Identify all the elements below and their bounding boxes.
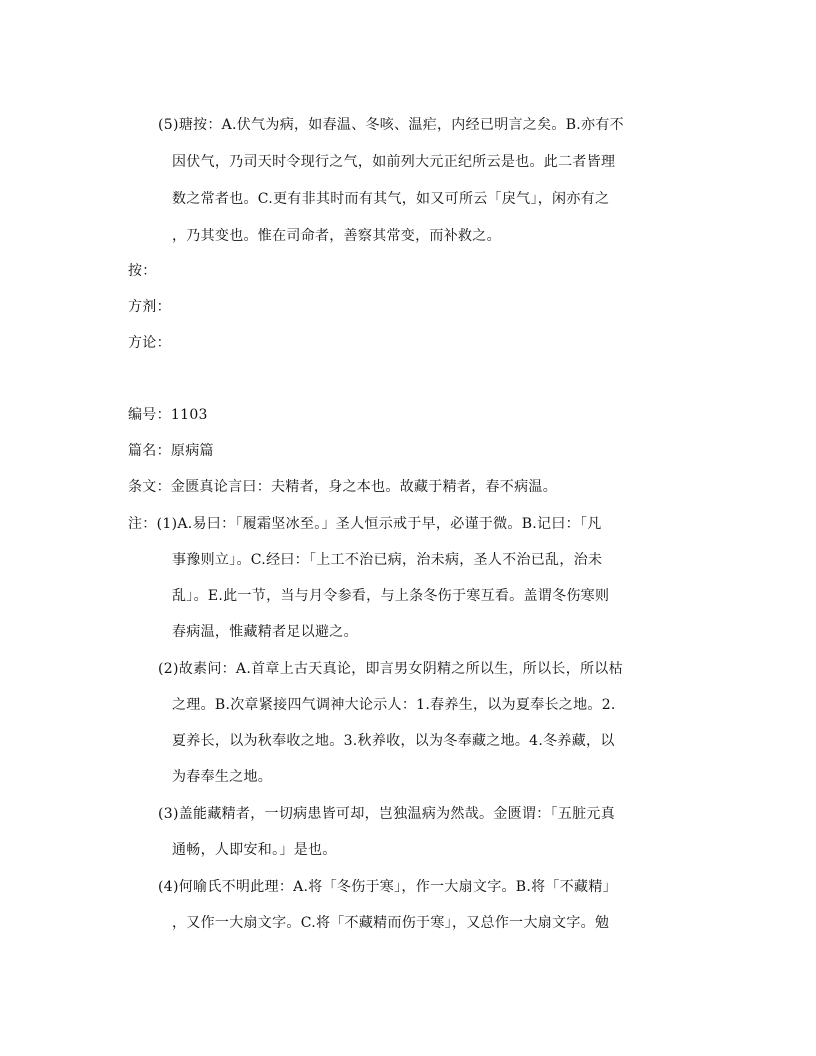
note2-line-4: 为春奉生之地。 <box>172 769 273 785</box>
note2-line-2: 之理。B.次章紧接四气调神大论示人：1.春养生，以为夏奉长之地。2. <box>172 697 616 713</box>
fangji-label: 方剂： <box>128 299 171 315</box>
note4-line-2: ，又作一大扇文字。C.将「不藏精而伤于寒」，又总作一大扇文字。勉 <box>172 915 610 931</box>
note4-line-1: (4)何喻氏不明此理：A.将「冬伤于寒」，作一大扇文字。B.将「不藏精」 <box>158 879 617 895</box>
note1-line-4: 春病温，惟藏精者足以避之。 <box>172 624 358 640</box>
note2-line-1: (2)故素问：A.首章上古天真论，即言男女阴精之所以生，所以长，所以枯 <box>158 661 623 677</box>
entry-title: 篇名：原病篇 <box>128 443 214 459</box>
entry-number: 编号：1103 <box>128 407 208 423</box>
note1-line-2: 事豫则立」。C.经曰：「上工不治已病，治未病，圣人不治已乱，治未 <box>172 552 603 568</box>
note3-line-2: 通畅，人即安和。」是也。 <box>172 842 337 858</box>
note5-line-3: 数之常者也。C.更有非其时而有其气，如又可所云「戾气」，闲亦有之 <box>172 191 610 207</box>
note2-line-3: 夏养长，以为秋奉收之地。3.秋养收，以为冬奉藏之地。4.冬养藏，以 <box>172 733 615 749</box>
note3-line-1: (3)盖能藏精者，一切病患皆可却，岂独温病为然哉。金匮谓：「五脏元真 <box>158 806 616 822</box>
an-label: 按： <box>128 263 157 279</box>
note5-line-2: 因伏气，乃司天时令现行之气，如前列大元正纪所云是也。此二者皆理 <box>172 154 616 170</box>
fanglun-label: 方论： <box>128 335 171 351</box>
note1-line-1: 注：(1)A.易曰：「履霜坚冰至。」圣人恒示戒于早，必谨于微。B.记曰：「凡 <box>128 516 602 532</box>
note5-line-4: ，乃其变也。惟在司命者，善察其常变，而补救之。 <box>172 228 501 244</box>
note5-line-1: (5)瑭按：A.伏气为病，如春温、冬咳、温疟，内经已明言之矣。B.亦有不 <box>158 117 624 133</box>
note1-line-3: 乱」。E.此一节，当与月令参看，与上条冬伤于寒互看。盖谓冬伤寒则 <box>172 588 610 604</box>
entry-article: 条文：金匮真论言曰：夫精者，身之本也。故藏于精者，春不病温。 <box>128 479 557 495</box>
